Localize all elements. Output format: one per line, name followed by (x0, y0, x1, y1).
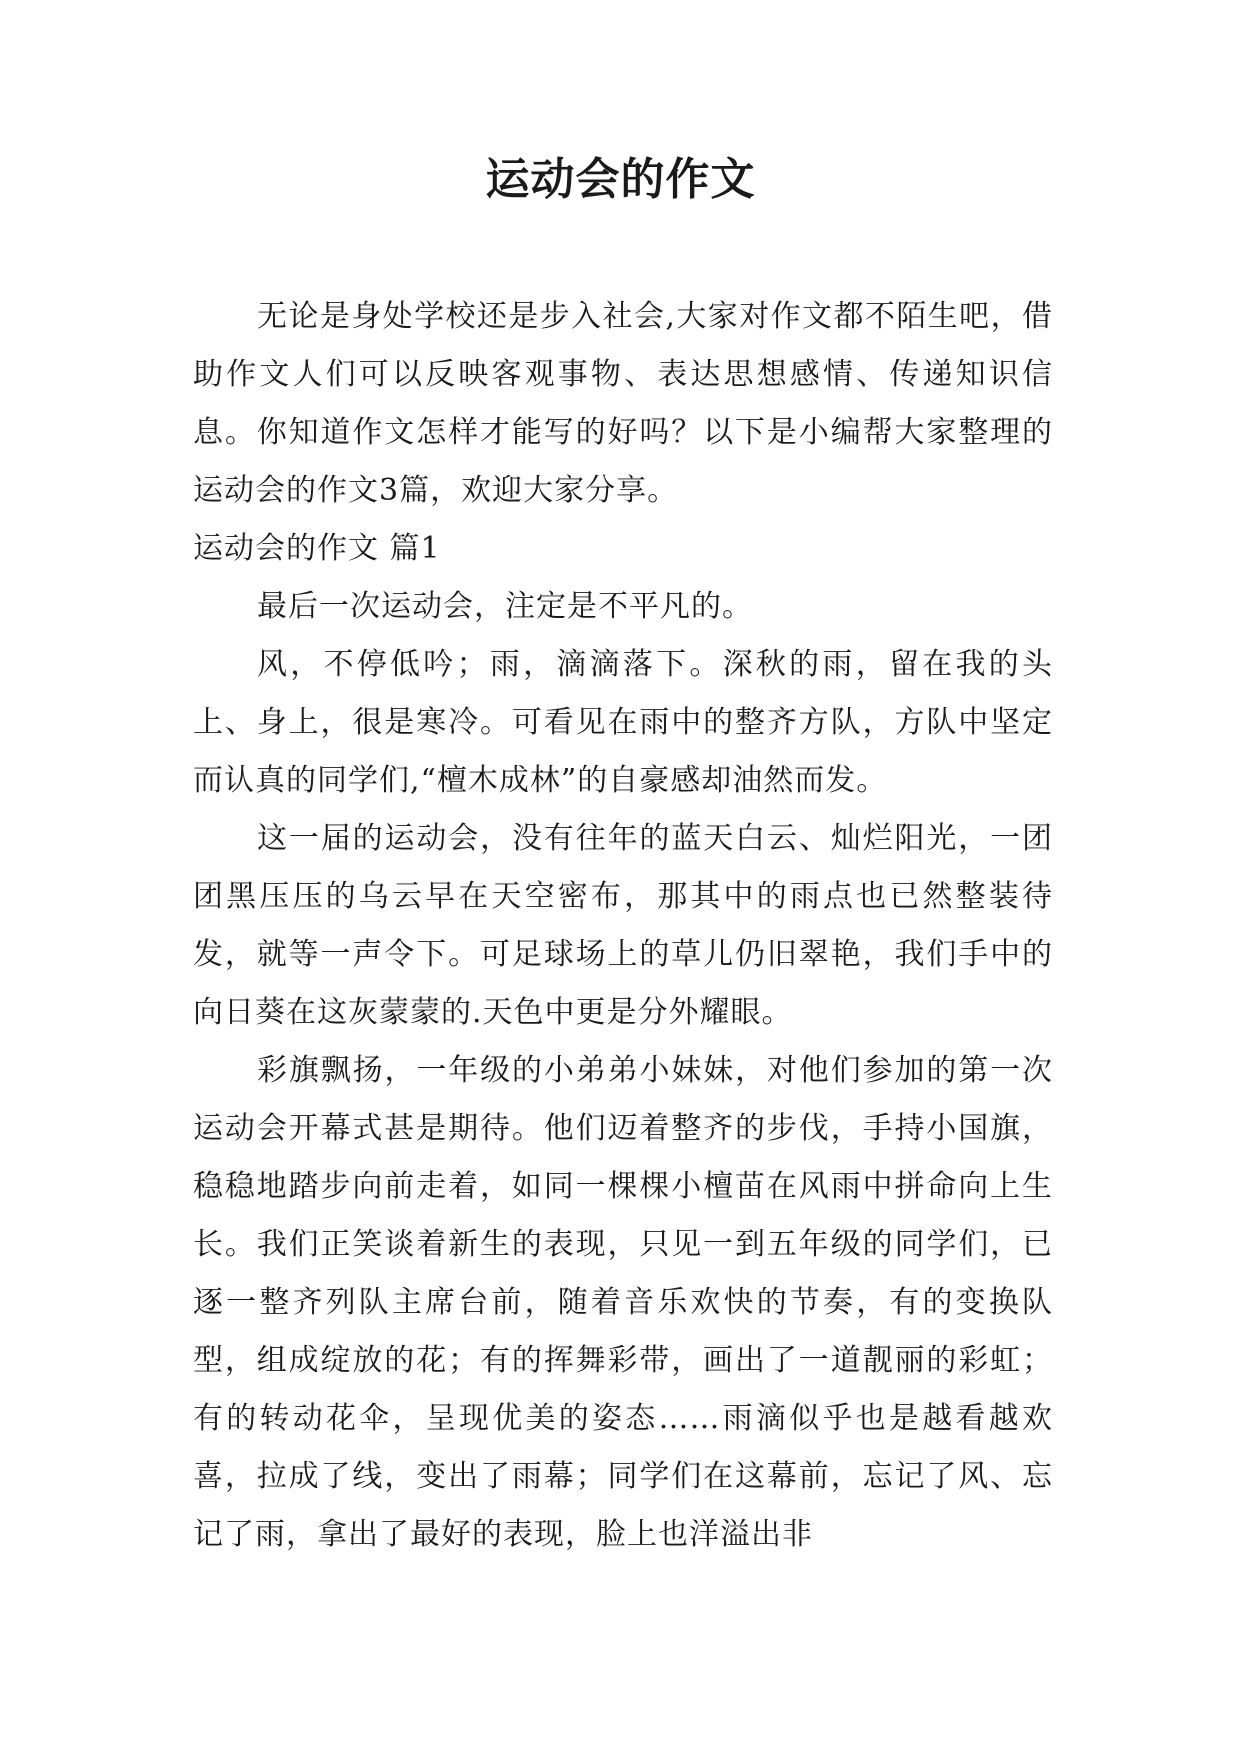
intro-paragraph: 无论是身处学校还是步入社会,大家对作文都不陌生吧，借助作文人们可以反映客观事物、表达思想感情、传递知识信息。你知道作文怎样才能写的好吗？以下是小编帮大家整理的运动会的作文3篇，欢迎大家分享。 (193, 299, 1053, 508)
body-paragraph-2: 风，不停低吟；雨，滴滴落下。深秋的雨，留在我的头上、身上，很是寒冷。可看见在雨中的整齐方队，方队中坚定而认真的同学们,“檀木成林”的自豪感却油然而发。 (193, 647, 1053, 798)
body-paragraph-3: 这一届的运动会，没有往年的蓝天白云、灿烂阳光，一团团黑压压的乌云早在天空密布，那其中的雨点也已然整装待发，就等一声令下。可足球场上的草儿仍旧翠艳，我们手中的向日葵在这灰蒙蒙的.天色中更是分外耀眼。 (193, 821, 1053, 1030)
body-paragraph-1: 最后一次运动会，注定是不平凡的。 (257, 589, 753, 624)
document-title: 运动会的作文 (485, 154, 756, 205)
document-body (193, 288, 1053, 1564)
body-paragraph-4: 彩旗飘扬，一年级的小弟弟小妹妹，对他们参加的第一次运动会开幕式甚是期待。他们迈着整齐的步伐，手持小国旗，稳稳地踏步向前走着，如同一棵棵小檀苗在风雨中拼命向上生长。我们正笑谈着新生的表现，只见一到五年级的同学们，已逐一整齐列队主席台前，随着音乐欢快的节奏，有的变换队型，组成绽放的花；有的挥舞彩带，画出了一道靓丽的彩虹；有的转动花伞，呈现优美的姿态……雨滴似乎也是越看越欢喜，拉成了线，变出了雨幕；同学们在这幕前，忘记了风、忘记了雨，拿出了最好的表现，脸上也洋溢出非 (193, 1053, 1053, 1552)
section-heading: 运动会的作文 篇1 (193, 531, 441, 566)
